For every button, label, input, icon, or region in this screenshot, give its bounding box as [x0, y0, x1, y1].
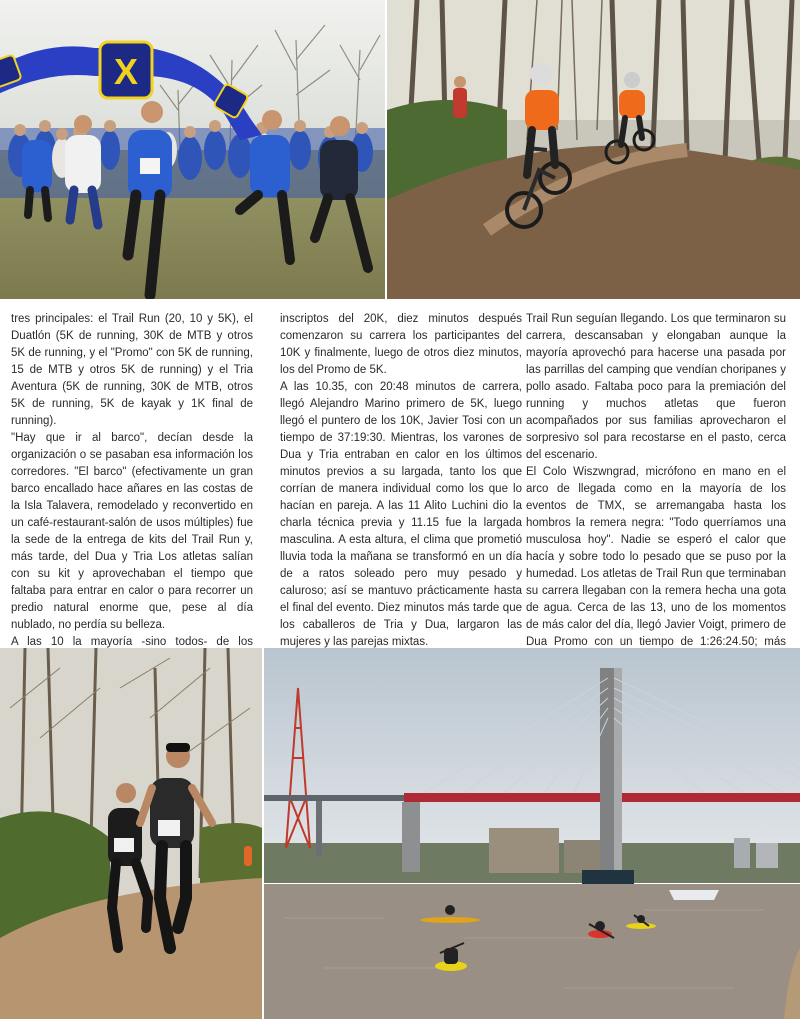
paragraph: tres principales: el Trail Run (20, 10 y 5K), el Duatlón (5K de running, 30K de MTB y otros 5K de running, y el "Promo" con 5K de running, 15 de MTB y otros 5K de running) y el Tria Aventura (5K de running, 30K de MTB, otros 5K de running, 5K de kayak y 1K final de running). [11, 313, 253, 427]
photo-river-bridge [264, 648, 800, 1019]
photo-race-start [0, 0, 385, 299]
photo-trail-runners [0, 648, 262, 1019]
article-column-3 [526, 311, 786, 668]
article-body [0, 311, 800, 648]
arch-logo-x: X [113, 51, 139, 92]
paragraph: A las 10.35, con 20:48 minutos de carrera, llegó Alejandro Marino primero de 5K, luego llegó el puntero de los 10K, Javier Tosi con un tiempo de 37:19:30. Mientras, los varones de Dua y Tria entraban en calor en los últimos minutos previos a su largada, tanto los que corrían de manera individual como los que lo hacían en pareja. A las 11 Alito Luchini dio la charla técnica previa y 11.15 fue la largada masculina. A esta altura, el clima que prometió lluvia toda la mañana se transformó en un día de a ratos soleado pero muy pesado y caluroso; así se mantuvo prácticamente hasta el final del evento. Diez minutos más tarde que los caballeros de Tria y Dua, largaron las mujeres y las parejas mixtas. [280, 381, 522, 648]
paragraph: Trail Run seguían llegando. Los que terminaron su carrera, descansaban y elongaban aunque la mayoría aprovechó para hacerse una pasada por las parrillas del camping que vendían choripanes y pollo asado. Faltaba poco para la premiación del running y muchos atletas que fueron acompañados por sus familias aprovecharon el sorpresivo sol para recostarse en el pasto, cerca del escenario. [526, 313, 786, 461]
paragraph: El Colo Wiszwngrad, micrófono en mano en el arco de llegada como en la mayoría de los eventos de TMX, se arremangaba hasta los hombros la remera negra: "Todo querríamos una musculosa hoy". Nadie se esperó el calor que hacía y sobre todo lo pesado que se puso por la humedad. Los atletas de Trail Run que terminaban su carrera llegaban con la remera hecha una gota de agua. Cerca de las 13, uno de los momentos de más calor del día, llegó Javier Voigt, primero de Dua Promo con un tiempo de 1:26:24.50; más [526, 466, 786, 648]
paragraph: "Hay que ir al barco", decían desde la organización o se pasaban esa información los corredores. "El barco" (efectivamente un gran barco encallado hace añares en las costas de la Isla Talavera, remodelado y reconvertido en un café-restaurant-salón de usos múltiples) fue la sede de la entrega de kits del Trail Run y, más tarde, del Dua y Tria Los atletas salían con su kit y aprovechaban el tiempo que faltaba para entrar en calor o para recorrer un predio natural enorme que, pese al día nublado, no perdía su belleza. [11, 432, 253, 631]
article-column-2 [280, 311, 522, 702]
photo-mountain-bikers [387, 0, 800, 299]
article-column-1 [11, 311, 253, 702]
paragraph: A las 10 la mayoría -sino todos- de los [11, 636, 253, 648]
paragraph: inscriptos del 20K, diez minutos después comenzaron su carrera los participantes del 10K y finalmente, luego de otros diez minutos, los del Promo de 5K. [280, 313, 522, 376]
